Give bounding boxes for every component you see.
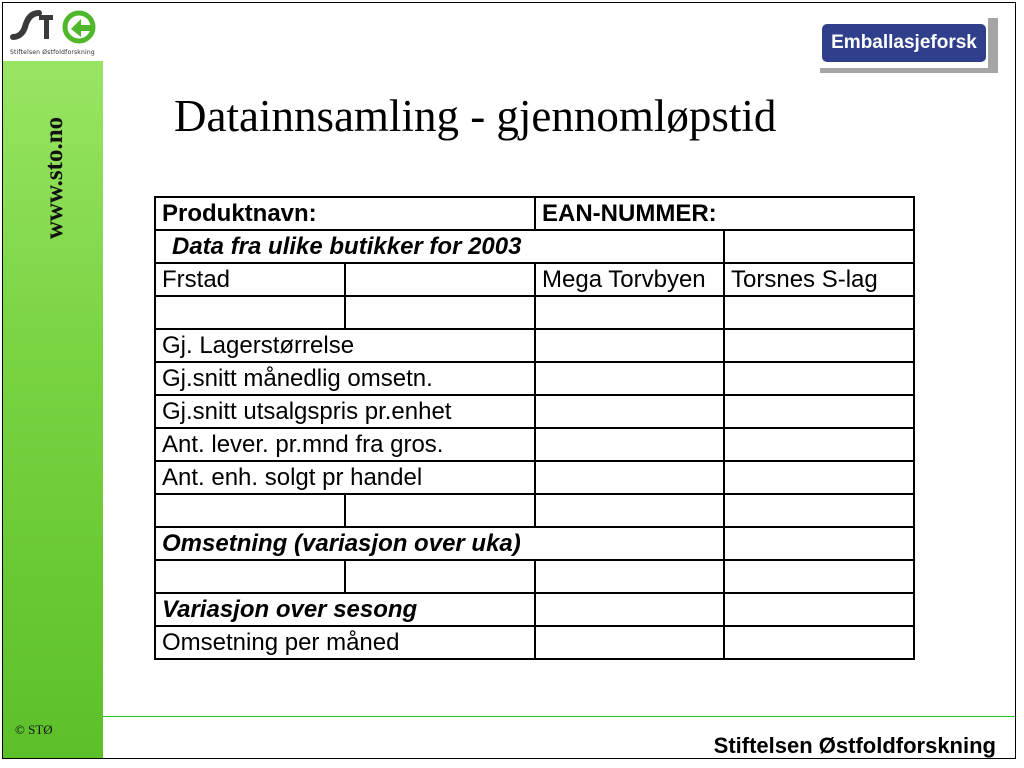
table-row xyxy=(155,461,914,494)
table-cell xyxy=(535,593,724,626)
table-cell xyxy=(345,494,535,527)
table-cell xyxy=(724,461,914,494)
section-label: Omsetning (variasjon over uka) xyxy=(155,527,724,560)
table-row xyxy=(155,428,914,461)
table-cell xyxy=(345,296,535,329)
table-cell xyxy=(724,296,914,329)
table-cell xyxy=(535,296,724,329)
table-cell xyxy=(724,362,914,395)
emballasjeforsk-badge xyxy=(820,18,998,73)
table-cell xyxy=(535,428,724,461)
section-label: Variasjon over sesong xyxy=(155,593,535,626)
ean-number-label: EAN-NUMMER: xyxy=(535,197,914,230)
store-row xyxy=(155,263,914,296)
table-cell xyxy=(724,560,914,593)
table-row xyxy=(155,626,914,659)
table-row xyxy=(155,329,914,362)
table-row xyxy=(155,395,914,428)
table-cell xyxy=(535,494,724,527)
footer-organization: Stiftelsen Østfoldforskning xyxy=(713,733,996,758)
copyright: © STØ xyxy=(15,722,53,737)
product-name-label: Produktnavn: xyxy=(155,197,535,230)
badge-label: Emballasjeforsk xyxy=(822,24,986,62)
table-cell xyxy=(724,230,914,263)
table-row xyxy=(155,362,914,395)
table-cell xyxy=(535,461,724,494)
website-url[interactable]: www.sto.no xyxy=(41,116,68,240)
table-cell xyxy=(345,560,535,593)
table-cell xyxy=(535,329,724,362)
table-row xyxy=(155,197,914,230)
table-row xyxy=(155,560,914,593)
footer-divider xyxy=(103,716,1015,717)
table-cell xyxy=(155,296,345,329)
store-name: Torsnes S-lag xyxy=(724,263,914,296)
row-label: Gj.snitt utsalgspris pr.enhet xyxy=(155,395,535,428)
table-cell xyxy=(724,494,914,527)
table-row xyxy=(155,593,914,626)
row-label: Omsetning per måned xyxy=(155,626,535,659)
table-cell xyxy=(155,560,345,593)
table-cell xyxy=(724,395,914,428)
page-title: Datainnsamling - gjennomløpstid xyxy=(174,91,777,141)
row-label: Gj. Lagerstørrelse xyxy=(155,329,535,362)
store-name: Frstad xyxy=(155,263,345,296)
table-cell xyxy=(724,593,914,626)
table-cell xyxy=(724,626,914,659)
sto-logo-icon xyxy=(9,7,101,49)
row-label: Ant. enh. solgt pr handel xyxy=(155,461,535,494)
subheader: Data fra ulike butikker for 2003 xyxy=(155,230,724,263)
table-row xyxy=(155,494,914,527)
table-row xyxy=(155,527,914,560)
store-name xyxy=(345,263,535,296)
table-row xyxy=(155,230,914,263)
row-label: Gj.snitt månedlig omsetn. xyxy=(155,362,535,395)
store-name: Mega Torvbyen xyxy=(535,263,724,296)
row-label: Ant. lever. pr.mnd fra gros. xyxy=(155,428,535,461)
table-cell xyxy=(535,560,724,593)
table-cell xyxy=(724,527,914,560)
logo-caption: Stiftelsen Østfoldforskning xyxy=(10,49,95,56)
table-cell xyxy=(724,329,914,362)
table-cell xyxy=(724,428,914,461)
table-cell xyxy=(535,362,724,395)
table-row xyxy=(155,296,914,329)
table-cell xyxy=(535,395,724,428)
sto-logo xyxy=(3,3,103,61)
data-table xyxy=(154,196,915,660)
table-cell xyxy=(155,494,345,527)
table-cell xyxy=(535,626,724,659)
